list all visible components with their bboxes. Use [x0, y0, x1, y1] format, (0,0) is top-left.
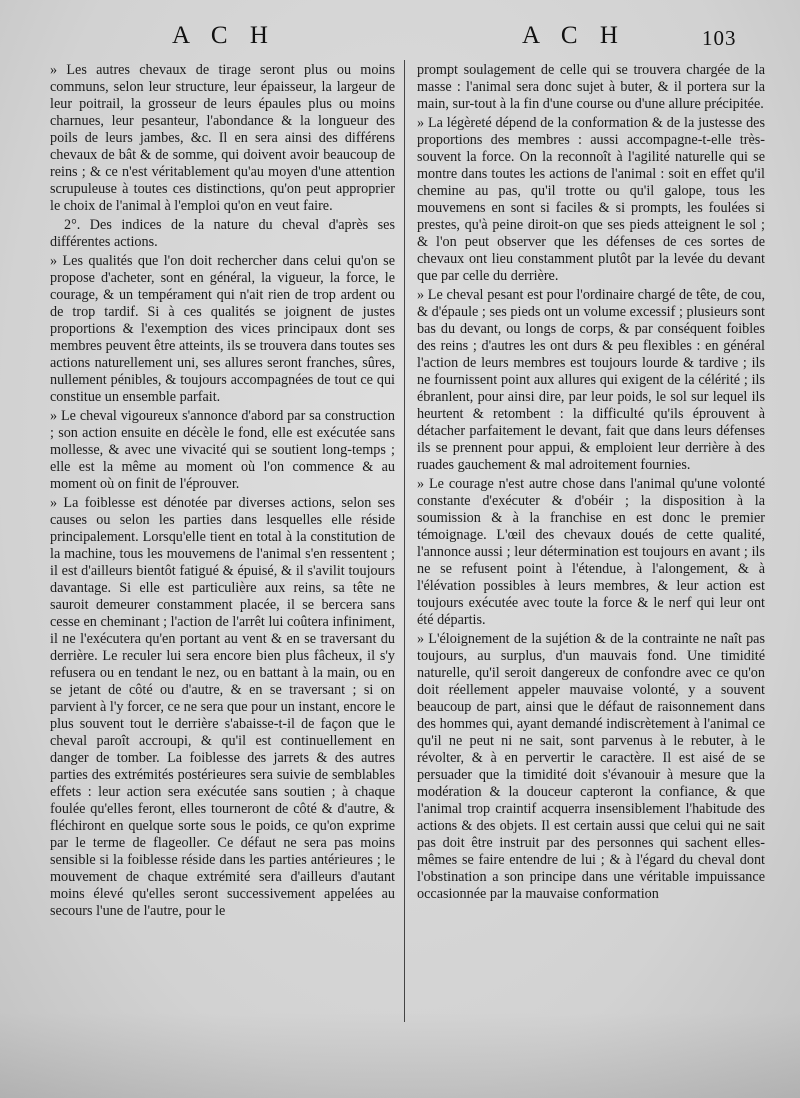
paragraph: prompt soulagement de celle qui se trouvera chargée de la masse : l'animal sera donc sujet à buter, & il portera sur la main, sur-tout à la fin d'une course ou d'une allure précipitée.	[417, 62, 765, 112]
running-head-left: A C H	[172, 22, 276, 49]
column-divider	[404, 60, 405, 1022]
page-shading	[0, 1012, 800, 1098]
paragraph: » Le cheval pesant est pour l'ordinaire chargé de tête, de cou, & d'épaule ; ses pieds ont un volume excessif ; plusieurs sont bas du devant, ou longs de corps, & par conséquent foibles des reins ; d'autres les ont durs & peu flexibles : en général l'action de leurs membres est toujours lourde & tardive ; ils ne fournissent point aux allures qui exigent de la célérité ; ils ébranlent, pour ainsi dire, par leur poids, le sol sur lequel ils heurtent & retombent : la difficulté qu'ils éprouvent à détacher parfaitement le devant, fait que dans leurs défenses ils se prennent pour appui, & emploient leur derrière à des ruades gauchement & mal adroitement fournies.	[417, 287, 765, 473]
left-column	[50, 62, 395, 1082]
running-head-right: A C H	[522, 22, 626, 49]
right-column	[417, 62, 765, 1082]
page-number: 103	[702, 26, 737, 50]
paragraph: » Les qualités que l'on doit rechercher dans celui qu'on se propose d'acheter, sont en général, la vigueur, la force, le courage, & un tempérament qui n'ait rien de trop ardent ou de trop tardif. Si à ces qualités se joignent de justes proportions & l'exemption des vices principaux dont ses membres peuvent être atteints, ils se trouvera dans toutes ses actions naturellement uni, ses allures seront franches, sûres, nullement pénibles, & toujours accompagnées de tout ce qui constitue un ensemble parfait.	[50, 253, 395, 405]
section-heading: 2°. Des indices de la nature du cheval d'après ses différentes actions.	[50, 217, 395, 250]
paragraph: » La foiblesse est dénotée par diverses actions, selon ses causes ou selon les parties dans lesquelles elle réside principalement. Lorsqu'elle tient en total à la constitution de la machine, tous les mouvemens de l'animal s'en ressentent ; il est d'ailleurs bientôt fatigué & épuisé, & il s'avilit toujours davantage. Si elle est particulière aux reins, sa tête ne sauroit demeurer constamment placée, il se bercera sans cesse en cheminant ; l'action de l'arrêt lui coûtera infiniment, il ne l'exécutera qu'en portant au vent & en se traversant du derrière. Le reculer lui sera encore bien plus fâcheux, il s'y refusera ou en tendant le nez, ou en battant à la main, ou en se jetant de côté ou d'autre, & en se traversant ; si on parvient à l'y forcer, ce ne sera que pour un instant, encore le plus souvent tout le derrière s'abaisse-t-il de façon que le cheval paroît accroupi, & qu'il est continuellement en danger de tomber. La foiblesse des jarrets & des autres parties des extrémités postérieures sera suivie de semblables effets : leur action sera exécutée sans soutien ; à chaque foulée qu'elles feront, elles tourneront de côté & d'autre, & fléchiront en quelque sorte sous le poids, ce qu'on exprime par le terme de flageoller. Ce défaut ne sera pas moins sensible si la foiblesse réside dans les parties antérieures ; le mouvement de chaque extrémité sera d'ailleurs d'autant moins élevé qu'elles seront successivement appelées au secours l'une de l'autre, pour le	[50, 495, 395, 919]
paragraph: » L'éloignement de la sujétion & de la contrainte ne naît pas toujours, au surplus, d'un mauvais fond. Une timidité naturelle, qu'il seroit dangereux de confondre avec ce qu'on doit réellement appeler mauvaise volonté, y a souvent beaucoup de part, ainsi que le défaut de raisonnement dans des hommes qui, ayant demandé indiscrètement à l'animal ce qu'il ne peut ni ne sait, sont parvenus à le rebuter, à le révolter, & à en pervertir le caractère. Il est aisé de se persuader que la timidité doit s'évanouir à mesure que la modération & la douceur capteront la confiance, & que l'animal trop craintif acquerra insensiblement l'habitude des actions & des objets. Il est certain aussi que celui qui ne sait pas doit être instruit par des personnes qui sachent elles-mêmes se faire entendre de lui ; & à l'égard du cheval dont l'obstination a son principe dans une véritable impuissance occasionnée par la mauvaise conformation	[417, 631, 765, 902]
paragraph: » Le cheval vigoureux s'annonce d'abord par sa construction ; son action ensuite en décèle le fond, elle est exécutée sans mollesse, & avec une vivacité qui se soutient long-temps ; elle est la même au moment où l'on commence & au moment où on finit de l'éprouver.	[50, 408, 395, 492]
paragraph: » La légèreté dépend de la conformation & de la justesse des proportions des membres : aussi accompagne-t-elle très-souvent la force. On la reconnoît à l'agilité naturelle qui se montre dans toutes les actions de l'animal : soit en effet qu'il chemine au pas, qu'il trotte ou qu'il galope, tous les mouvemens en sont si faciles & si prompts, les foulées si prestes, qu'à peine diroit-on que ses pieds atteignent le sol ; & l'on peut observer que les défenses de ces sortes de chevaux ont lieu constamment plutôt par la levée du devant que par celle du derrière.	[417, 115, 765, 284]
paragraph: » Le courage n'est autre chose dans l'animal qu'une volonté constante d'exécuter & d'obéir ; la disposition à la soumission & à la franchise en est donc le premier témoignage. L'œil des chevaux doués de cette qualité, l'annonce aussi ; leur détermination est toujours en avant ; ils ne se refusent point à l'étendue, à l'alongement, & à l'élévation possibles à leurs membres, & leur action est toujours exécutée avec toute la force & le nerf qui leur ont été départis.	[417, 476, 765, 628]
paragraph: » Les autres chevaux de tirage seront plus ou moins communs, selon leur structure, leur épaisseur, la largeur de leur poitrail, la grosseur de leurs épaules plus ou moins charnues, leur pesanteur, l'abondance & la longueur des poils de leurs jambes, &c. Il en sera ainsi des différens chevaux de bât & de somme, qui doivent avoir beaucoup de reins ; & ce n'est véritablement qu'au moyen d'une attention scrupuleuse à toutes ces distinctions, qu'on peut approprier le choix de l'animal à l'emploi qu'on en veut faire.	[50, 62, 395, 214]
